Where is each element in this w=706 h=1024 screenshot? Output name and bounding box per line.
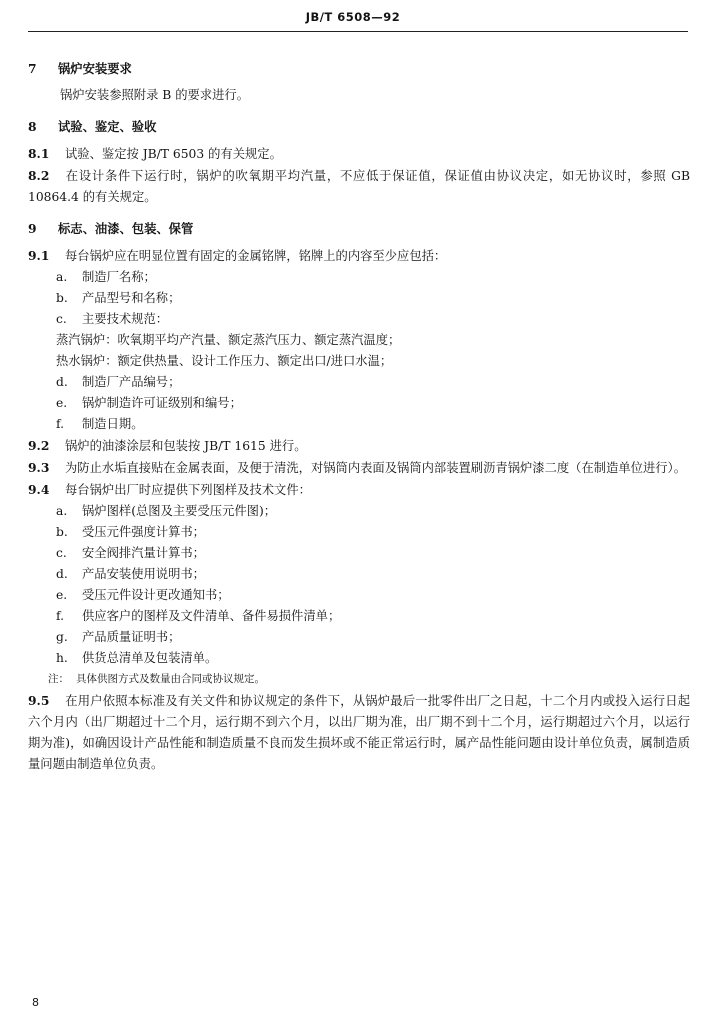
- item-text: 受压元件设计更改通知书；: [82, 588, 230, 602]
- page-header: JB/T 6508—92: [305, 10, 401, 24]
- clause-number: 8.1: [28, 146, 50, 161]
- note-label: 注：: [48, 673, 69, 685]
- section-title: 标志、油漆、包装、保管: [58, 221, 194, 236]
- item-text: 主要技术规范：: [82, 312, 169, 326]
- section-number: 8: [28, 119, 37, 134]
- clause-text: 在用户依照本标准及有关文件和协议规定的条件下，从锅炉最后一批零件出厂之日起，十二个月内或投入运行日起六个月内（出厂期超过十二个月，运行期不到六个月，以出厂期为准，出厂期不到十二个月，运行期超过六个月，以运行期为准)，如确因设计产品性能和制造质量不良而发生损坏或不能正常运行时，属产品性能问题由设计单位负责，属制造质量问题由制造单位负责。: [28, 694, 690, 771]
- item-label: a.: [56, 270, 68, 284]
- item-text: 供应客户的图样及文件清单、备件易损件清单；: [82, 609, 341, 623]
- steam-boiler-spec: 蒸汽锅炉：吹氧期平均产汽量、额定蒸汽压力、额定蒸汽温度；: [56, 333, 401, 347]
- list-item: [28, 414, 690, 435]
- clause-number: 9.4: [28, 482, 50, 497]
- item-label: f.: [56, 609, 65, 623]
- list-item: [28, 501, 690, 522]
- item-text: 受压元件强度计算书；: [82, 525, 205, 539]
- clause-text: 在设计条件下运行时，锅炉的吹氧期平均汽量，不应低于保证值，保证值由协议决定，如无协议时，参照 GB 10864.4 的有关规定。: [28, 169, 690, 204]
- note-text: 具体供图方式及数量由合同或协议规定。: [76, 673, 265, 685]
- list-item: [28, 267, 690, 288]
- clause-number: 9.1: [28, 248, 50, 263]
- section-number: 7: [28, 61, 37, 76]
- list-item: [28, 309, 690, 330]
- section-7-body: 锅炉安装参照附录 B 的要求进行。: [60, 88, 250, 102]
- item-text: 锅炉制造许可证级别和编号；: [82, 396, 242, 410]
- list-item: [28, 606, 690, 627]
- list-item: [28, 585, 690, 606]
- item-text: 产品质量证明书；: [82, 630, 181, 644]
- clause-text: 每台锅炉出厂时应提供下列图样及技术文件：: [65, 483, 311, 497]
- section-title: 试验、鉴定、验收: [58, 119, 157, 134]
- section-8-heading: [28, 116, 690, 137]
- section-title: 锅炉安装要求: [58, 61, 132, 76]
- clause-8-2: [28, 165, 690, 208]
- item-label: d.: [56, 567, 68, 581]
- document-body: [28, 58, 690, 775]
- clause-text: 每台锅炉应在明显位置有固定的金属铭牌，铭牌上的内容至少应包括：: [65, 249, 447, 263]
- list-item: [28, 564, 690, 585]
- hot-water-boiler-spec: 热水锅炉：额定供热量、设计工作压力、额定出口/进口水温；: [56, 354, 393, 368]
- list-item: [28, 648, 690, 669]
- clause-text: 锅炉的油漆涂层和包装按 JB/T 1615 进行。: [65, 439, 307, 453]
- clause-number: 9.2: [28, 438, 50, 453]
- item-text: 产品型号和名称；: [82, 291, 181, 305]
- item-label: b.: [56, 525, 68, 539]
- item-text: 制造日期。: [82, 417, 144, 431]
- item-label: a.: [56, 504, 68, 518]
- section-9-heading: [28, 218, 690, 239]
- list-item: [28, 393, 690, 414]
- section-7-heading: [28, 58, 690, 79]
- item-label: f.: [56, 417, 65, 431]
- page-number: 8: [32, 996, 39, 1009]
- item-text: 制造厂产品编号；: [82, 375, 181, 389]
- item-label: c.: [56, 312, 67, 326]
- clause-9-5: [28, 690, 690, 775]
- item-label: d.: [56, 375, 68, 389]
- list-item: [28, 288, 690, 309]
- item-text: 供货总清单及包装清单。: [82, 651, 218, 665]
- clause-9-4: [28, 479, 690, 501]
- list-item: [28, 543, 690, 564]
- item-label: g.: [56, 630, 68, 644]
- clause-text: 为防止水垢直接贴在金属表面，及便于清洗，对锅筒内表面及锅筒内部装置刷沥青锅炉漆二度（在制造单位进行）。: [65, 461, 686, 475]
- item-label: b.: [56, 291, 68, 305]
- clause-9-4-note: [28, 669, 690, 690]
- item-label: e.: [56, 588, 68, 602]
- list-item: [28, 627, 690, 648]
- clause-9-1: [28, 245, 690, 267]
- item-text: 制造厂名称；: [82, 270, 156, 284]
- clause-number: 8.2: [28, 168, 50, 183]
- clause-9-3: [28, 457, 690, 479]
- header-rule: [28, 31, 688, 32]
- item-label: c.: [56, 546, 67, 560]
- clause-text: 试验、鉴定按 JB/T 6503 的有关规定。: [65, 147, 282, 161]
- item-label: e.: [56, 396, 68, 410]
- item-text: 安全阀排汽量计算书；: [82, 546, 205, 560]
- list-item: [28, 522, 690, 543]
- clause-number: 9.5: [28, 693, 50, 708]
- item-text: 产品安装使用说明书；: [82, 567, 205, 581]
- item-label: h.: [56, 651, 68, 665]
- clause-number: 9.3: [28, 460, 50, 475]
- list-item: [28, 372, 690, 393]
- clause-8-1: [28, 143, 690, 165]
- item-text: 锅炉图样(总图及主要受压元件图)；: [82, 504, 277, 518]
- section-number: 9: [28, 221, 37, 236]
- clause-9-2: [28, 435, 690, 457]
